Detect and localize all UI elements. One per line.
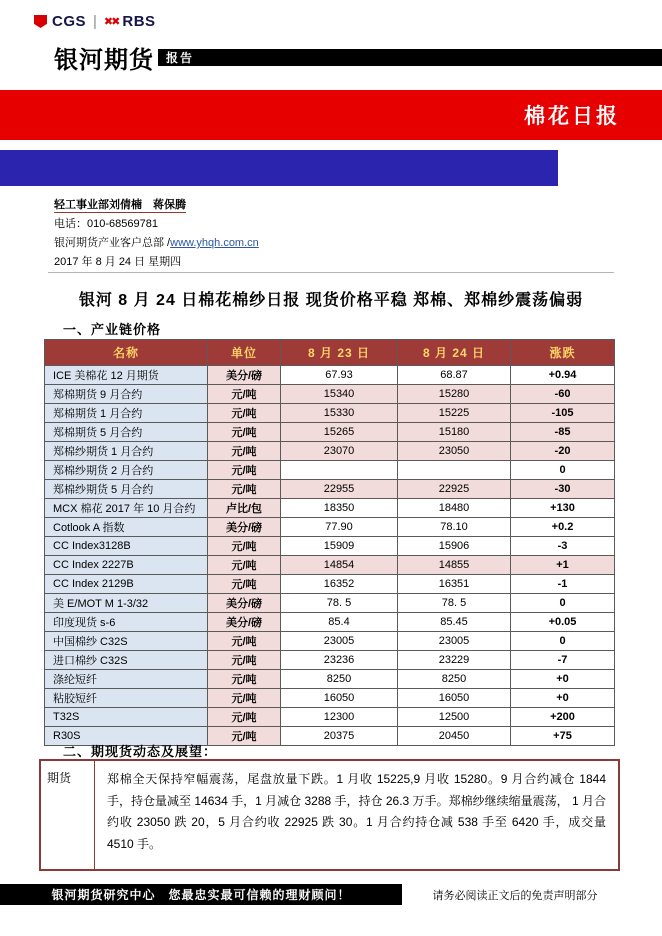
cell-unit: 元/吨 [208,651,281,670]
cell-chg: -105 [511,404,615,423]
cell-d23: 23236 [281,651,398,670]
cell-d23: 14854 [281,556,398,575]
cell-name: CC Index3128B [45,537,208,556]
department-line [54,234,259,253]
cell-name: CC Index 2129B [45,575,208,594]
table-row [45,613,615,632]
cell-unit: 元/吨 [208,461,281,480]
cell-unit: 元/吨 [208,708,281,727]
cell-d23: 20375 [281,727,398,746]
cell-unit: 元/吨 [208,670,281,689]
cell-unit: 美分/磅 [208,518,281,537]
cell-name: 郑棉期货 5 月合约 [45,423,208,442]
cell-name: T32S [45,708,208,727]
cell-d23: 85.4 [281,613,398,632]
cell-chg: -85 [511,423,615,442]
cell-unit: 元/吨 [208,442,281,461]
cell-d23: 15340 [281,385,398,404]
cell-name: 郑棉期货 9 月合约 [45,385,208,404]
table-row [45,385,615,404]
cell-name: R30S [45,727,208,746]
cell-unit: 美分/磅 [208,594,281,613]
cell-chg: +0.94 [511,366,615,385]
table-row [45,366,615,385]
cell-name: CC Index 2227B [45,556,208,575]
department-label: 银河期货产业客户总部 / [54,237,171,249]
table-row [45,689,615,708]
cell-d24: 18480 [398,499,511,518]
cell-chg: +75 [511,727,615,746]
logo-row [34,13,156,30]
cell-name: ICE 美棉花 12 月期货 [45,366,208,385]
cell-unit: 元/吨 [208,537,281,556]
cell-chg: 0 [511,632,615,651]
table-row [45,651,615,670]
cell-unit: 元/吨 [208,423,281,442]
cell-unit: 元/吨 [208,727,281,746]
cell-d24: 15225 [398,404,511,423]
brand-title: 银河期货 [54,40,158,75]
table-row [45,499,615,518]
cell-name: 印度现货 s-6 [45,613,208,632]
cell-d24: 23005 [398,632,511,651]
section-heading-outlook: 二、期现货动态及展望： [63,744,218,759]
cell-unit: 元/吨 [208,689,281,708]
cell-d24: 16351 [398,575,511,594]
cell-d24: 78. 5 [398,594,511,613]
report-date: 2017 年 8 月 24 日 星期四 [54,256,182,268]
contact-block [54,196,259,272]
cell-name: MCX 棉花 2017 年 10 月合约 [45,499,208,518]
table-header-row [45,340,615,366]
table-row [45,461,615,480]
cell-d23: 16050 [281,689,398,708]
cell-unit: 卢比/包 [208,499,281,518]
cell-d24: 78.10 [398,518,511,537]
cell-chg: -60 [511,385,615,404]
outlook-text: 郑棉全天保持窄幅震荡，尾盘放量下跌。1 月收 15225,9 月收 15280。9 月合约减仓 1844 手，持仓量减至 14634 手，1 月减仓 3288 手，持仓 26.3 万手。郑棉纱继续缩量震荡， 1 月合约收 23050 跌 20，5 月合约收 22925 跌 30。1 月合约持仓减 538 手至 6420 手，成交量 4510 手。 [107,772,606,851]
cell-d23: 12300 [281,708,398,727]
cgs-logo-icon [34,15,47,28]
cell-chg: 0 [511,461,615,480]
cell-d24: 14855 [398,556,511,575]
cell-name: 粘胶短纤 [45,689,208,708]
table-row [45,442,615,461]
cell-chg: -3 [511,537,615,556]
cell-d23: 15265 [281,423,398,442]
cell-d23: 16352 [281,575,398,594]
cell-name: 美 E/MOT M 1-3/32 [45,594,208,613]
analyst-names: 轻工事业部刘倩楠 蒋保腾 [54,199,186,211]
cell-d24: 68.87 [398,366,511,385]
cell-d23: 22955 [281,480,398,499]
cell-chg: +0 [511,670,615,689]
cell-d24 [398,461,511,480]
section-heading-prices: 一、产业链价格 [63,322,162,337]
red-banner [0,90,662,140]
table-row [45,404,615,423]
column-header-0: 名称 [45,340,208,366]
cell-chg: +130 [511,499,615,518]
cell-d24: 20450 [398,727,511,746]
cell-name: Cotlook A 指数 [45,518,208,537]
cell-chg: -1 [511,575,615,594]
footer-disclaimer: 请务必阅读正文后的免责声明部分 [432,890,598,902]
table-row [45,556,615,575]
outlook-label: 期货 [41,761,95,869]
cell-chg: -7 [511,651,615,670]
page-title: 银河 8 月 24 日棉花棉纱日报 现货价格平稳 郑棉、郑棉纱震荡偏弱 [78,292,584,309]
cell-d23: 67.93 [281,366,398,385]
table-row [45,480,615,499]
cell-name: 进口棉纱 C32S [45,651,208,670]
cgs-logo-text: CGS [52,13,87,30]
table-row [45,537,615,556]
column-header-3: 8 月 24 日 [398,340,511,366]
cell-unit: 元/吨 [208,480,281,499]
cell-d24: 23229 [398,651,511,670]
cell-unit: 元/吨 [208,632,281,651]
cell-unit: 美分/磅 [208,366,281,385]
cell-chg: +0 [511,689,615,708]
cell-d24: 16050 [398,689,511,708]
rbs-logo-icon: ✖✖ [103,16,119,28]
cell-unit: 元/吨 [208,404,281,423]
logo-divider: | [93,13,97,30]
phone-line: 电话：010-68569781 [54,218,158,230]
column-header-1: 单位 [208,340,281,366]
table-row [45,575,615,594]
cell-chg: -30 [511,480,615,499]
table-row [45,632,615,651]
report-type-label: 报告 [166,51,195,65]
cell-name: 郑棉纱期货 5 月合约 [45,480,208,499]
cell-d24: 12500 [398,708,511,727]
cell-d24: 85.45 [398,613,511,632]
daily-report-title: 棉花日报 [524,105,620,128]
cell-name: 涤纶短纤 [45,670,208,689]
cell-chg: -20 [511,442,615,461]
cell-d23: 77.90 [281,518,398,537]
cell-d23: 15909 [281,537,398,556]
price-table [44,339,615,746]
cell-unit: 元/吨 [208,556,281,575]
column-header-2: 8 月 23 日 [281,340,398,366]
cell-d24: 22925 [398,480,511,499]
cell-unit: 美分/磅 [208,613,281,632]
cell-d23: 15330 [281,404,398,423]
cell-d23: 23070 [281,442,398,461]
cell-unit: 元/吨 [208,575,281,594]
cell-name: 郑棉期货 1 月合约 [45,404,208,423]
table-row [45,518,615,537]
blue-banner [0,150,558,186]
cell-chg: 0 [511,594,615,613]
footer-slogan: 银河期货研究中心 您最忠实最可信赖的理财顾问！ [0,884,402,905]
table-row [45,594,615,613]
website-link[interactable]: www.yhqh.com.cn [170,237,259,249]
table-row [45,423,615,442]
report-type-bar [152,49,662,66]
cell-d24: 15906 [398,537,511,556]
cell-chg: +0.05 [511,613,615,632]
table-row [45,708,615,727]
cell-d24: 15280 [398,385,511,404]
divider-line [48,272,614,273]
outlook-box [39,759,620,871]
cell-chg: +200 [511,708,615,727]
table-row [45,670,615,689]
price-table-wrap [44,339,615,746]
rbs-logo-text: RBS [122,13,156,30]
cell-d24: 15180 [398,423,511,442]
cell-d23: 18350 [281,499,398,518]
cell-d23: 23005 [281,632,398,651]
cell-d23: 8250 [281,670,398,689]
cell-name: 郑棉纱期货 1 月合约 [45,442,208,461]
cell-chg: +1 [511,556,615,575]
column-header-4: 涨跌 [511,340,615,366]
cell-chg: +0.2 [511,518,615,537]
cell-name: 中国棉纱 C32S [45,632,208,651]
cell-d24: 8250 [398,670,511,689]
cell-d23 [281,461,398,480]
cell-name: 郑棉纱期货 2 月合约 [45,461,208,480]
cell-unit: 元/吨 [208,385,281,404]
cell-d23: 78. 5 [281,594,398,613]
cell-d24: 23050 [398,442,511,461]
